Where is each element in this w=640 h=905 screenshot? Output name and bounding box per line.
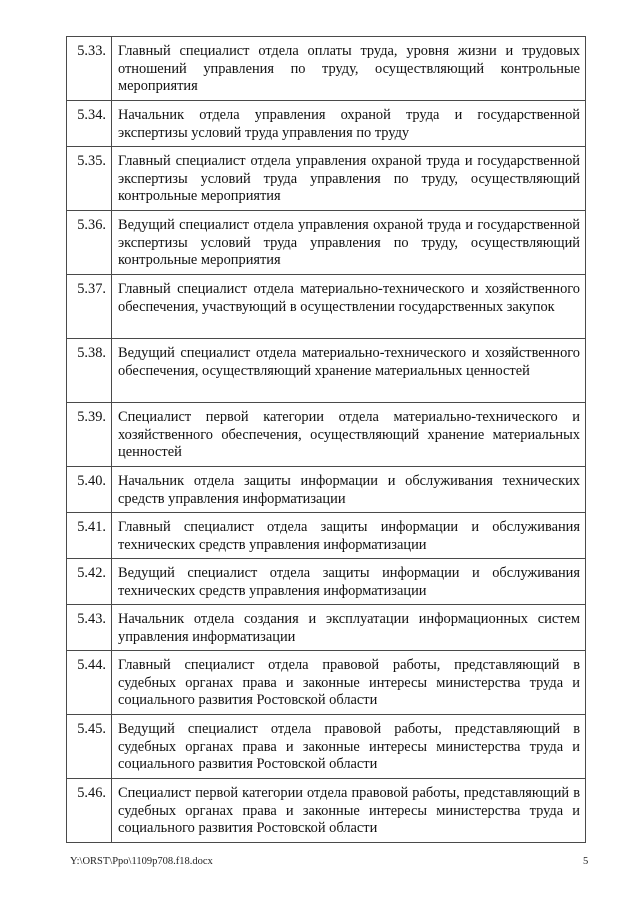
row-text: Главный специалист отдела управления охраной труда и государственной экспертизы условий труда управления по труду, осуществляющий контрольные мероприятия (112, 147, 586, 211)
table-row (67, 605, 586, 651)
row-text: Главный специалист отдела правовой работы, представляющий в судебных органах права и законные интересы министерства труда и социального развития Ростовской области (112, 651, 586, 715)
page-number: 5 (583, 856, 589, 867)
table-row (67, 147, 586, 211)
row-text: Главный специалист отдела защиты информации и обслуживания технических средств управления информатизации (112, 513, 586, 559)
table-row (67, 403, 586, 467)
row-text: Главный специалист отдела материально-технического и хозяйственного обеспечения, участвующий в осуществлении государственных закупок (112, 275, 586, 339)
row-number: 5.43. (67, 605, 112, 651)
row-text: Начальник отдела защиты информации и обслуживания технических средств управления информатизации (112, 467, 586, 513)
table-row (67, 467, 586, 513)
table-row (67, 339, 586, 403)
row-number: 5.41. (67, 513, 112, 559)
row-number: 5.35. (67, 147, 112, 211)
row-text: Ведущий специалист отдела управления охраной труда и государственной экспертизы условий труда управления по труду, осуществляющий контрольные мероприятия (112, 211, 586, 275)
footer-file-path: Y:\ORST\Ppo\1109p708.f18.docx (70, 856, 213, 867)
positions-table (66, 36, 586, 843)
row-number: 5.33. (67, 37, 112, 101)
table-row (67, 211, 586, 275)
row-text: Специалист первой категории отдела материально-технического и хозяйственного обеспечения, осуществляющий хранение материальных ценностей (112, 403, 586, 467)
table-row (67, 651, 586, 715)
row-number: 5.37. (67, 275, 112, 339)
table-row (67, 715, 586, 779)
table-row (67, 779, 586, 843)
row-text: Ведущий специалист отдела правовой работы, представляющий в судебных органах права и законные интересы министерства труда и социального развития Ростовской области (112, 715, 586, 779)
row-number: 5.36. (67, 211, 112, 275)
row-number: 5.42. (67, 559, 112, 605)
row-text: Начальник отдела управления охраной труда и государственной экспертизы условий труда управления по труду (112, 101, 586, 147)
table-row (67, 101, 586, 147)
table-row (67, 513, 586, 559)
row-text: Ведущий специалист отдела защиты информации и обслуживания технических средств управления информатизации (112, 559, 586, 605)
row-text: Начальник отдела создания и эксплуатации информационных систем управления информатизации (112, 605, 586, 651)
row-number: 5.39. (67, 403, 112, 467)
table-row (67, 559, 586, 605)
table-row (67, 37, 586, 101)
row-number: 5.45. (67, 715, 112, 779)
row-number: 5.46. (67, 779, 112, 843)
row-number: 5.40. (67, 467, 112, 513)
row-text: Ведущий специалист отдела материально-технического и хозяйственного обеспечения, осуществляющий хранение материальных ценностей (112, 339, 586, 403)
row-text: Главный специалист отдела оплаты труда, уровня жизни и трудовых отношений управления по труду, осуществляющий контрольные мероприятия (112, 37, 586, 101)
row-number: 5.34. (67, 101, 112, 147)
row-text: Специалист первой категории отдела правовой работы, представляющий в судебных органах права и законные интересы министерства труда и социального развития Ростовской области (112, 779, 586, 843)
row-number: 5.44. (67, 651, 112, 715)
row-number: 5.38. (67, 339, 112, 403)
table-row (67, 275, 586, 339)
